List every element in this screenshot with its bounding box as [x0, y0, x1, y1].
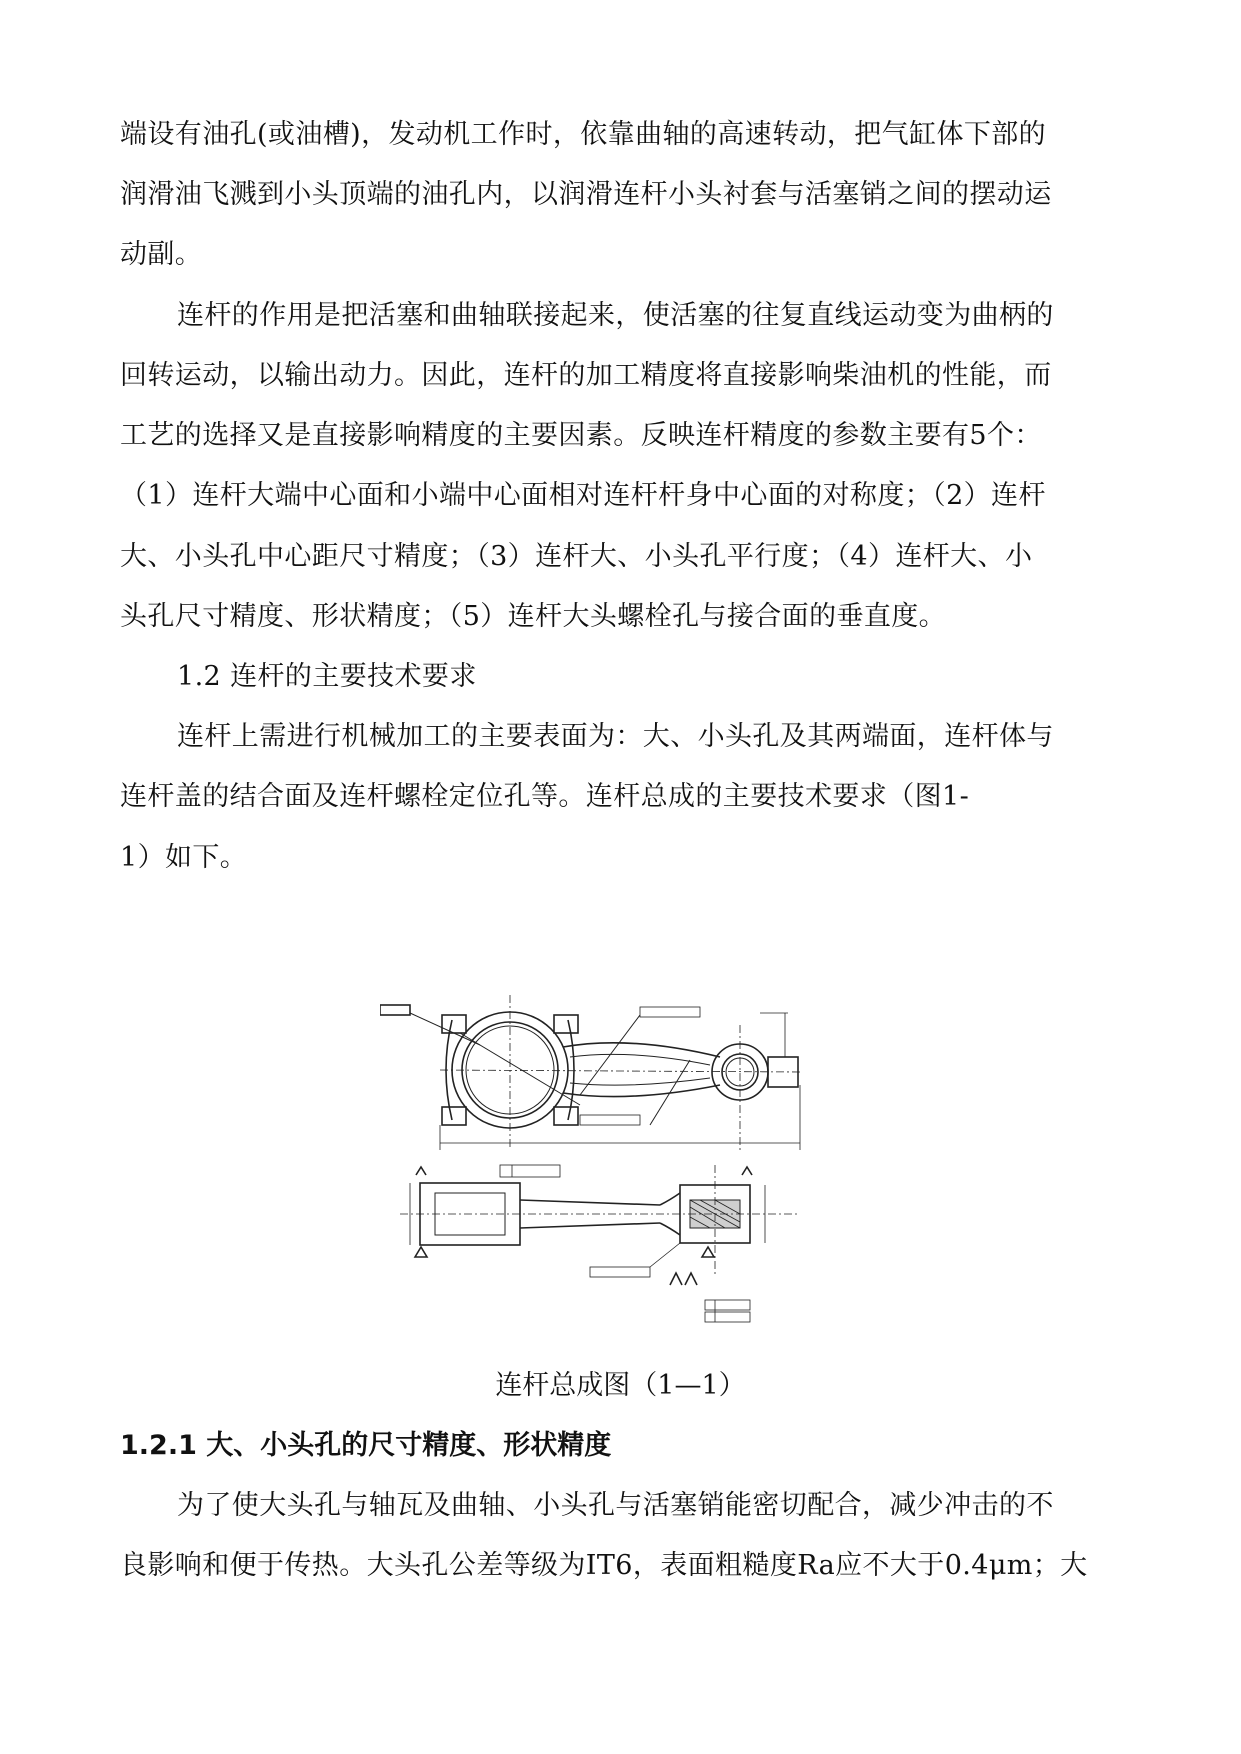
figure-caption: 连杆总成图（1—1）: [495, 1370, 746, 1401]
paragraph-1-line-1: 端设有油孔(或油槽)，发动机工作时，依靠曲轴的高速转动，把气缸体下部的: [120, 119, 1047, 150]
paragraph-3-line-2: 连杆盖的结合面及连杆螺栓定位孔等。连杆总成的主要技术要求（图1-: [120, 781, 970, 812]
paragraph-2-line-2: 回转运动，以输出动力。因此，连杆的加工精度将直接影响柴油机的性能，而: [120, 360, 1052, 391]
paragraph-2-line-5: 大、小头孔中心距尺寸精度；（3）连杆大、小头孔平行度；（4）连杆大、小: [120, 541, 1033, 572]
paragraph-1-line-2: 润滑油飞溅到小头顶端的油孔内，以润滑连杆小头衬套与活塞销之间的摆动运: [120, 179, 1052, 210]
connecting-rod-assembly-drawing: [380, 985, 860, 1330]
paragraph-4-line-2: 良影响和便于传热。大头孔公差等级为IT6，表面粗糙度Ra应不大于0.4μm；大: [120, 1550, 1088, 1581]
section-title: 1.2 连杆的主要技术要求: [177, 661, 477, 692]
paragraph-2-line-6: 头孔尺寸精度、形状精度；（5）连杆大头螺栓孔与接合面的垂直度。: [120, 601, 947, 632]
paragraph-3-line-1: 连杆上需进行机械加工的主要表面为：大、小头孔及其两端面，连杆体与: [177, 721, 1054, 752]
subsection-title: 1.2.1 大、小头孔的尺寸精度、形状精度: [120, 1430, 612, 1461]
paragraph-2-line-3: 工艺的选择又是直接影响精度的主要因素。反映连杆精度的参数主要有5个：: [120, 420, 1042, 451]
paragraph-2-line-4: （1）连杆大端中心面和小端中心面相对连杆杆身中心面的对称度；（2）连杆: [120, 480, 1046, 511]
paragraph-1-line-3: 动副。: [120, 239, 203, 270]
paragraph-3-line-3: 1）如下。: [120, 842, 248, 873]
paragraph-4-line-1: 为了使大头孔与轴瓦及曲轴、小头孔与活塞销能密切配合，减少冲击的不: [177, 1490, 1054, 1521]
paragraph-2-line-1: 连杆的作用是把活塞和曲轴联接起来，使活塞的往复直线运动变为曲柄的: [177, 300, 1054, 331]
